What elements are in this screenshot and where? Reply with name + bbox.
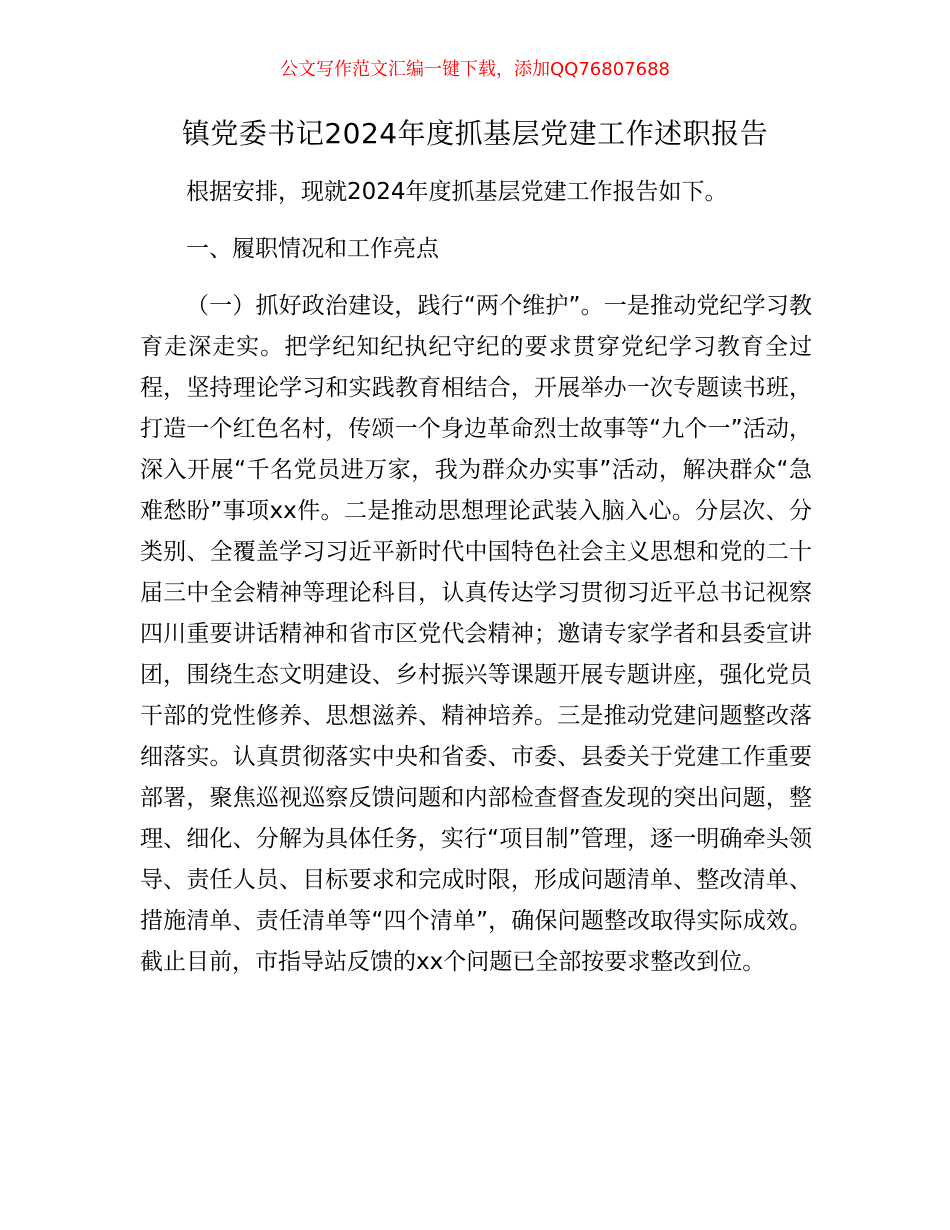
section-heading: 一、履职情况和工作亮点 [186,236,439,262]
download-notice: 公文写作范文汇编一键下载，添加QQ76807688 [280,59,670,80]
body-paragraph: （一）抓好政治建设，践行“两个维护”。一是推动党纪学习教育走深走实。把学纪知纪执纪守纪的要求贯穿党纪学习教育全过程，坚持理论学习和实践教育相结合，开展举办一次专题读书班，打造一个红色名村，传颂一个身边革命烈士故事等“九个一”活动，深入开展“千名党员进万家，我为群众办实事”活动，解决群众“急难愁盼”事项xx件。二是推动思想理论武装入脑入心。分层次、分类别、全覆盖学习习近平新时代中国特色社会主义思想和党的二十届三中全会精神等理论科目，认真传达学习贯彻习近平总书记视察四川重要讲话精神和省市区党代会精神；邀请专家学者和县委宣讲团，围绕生态文明建设、乡村振兴等课题开展专题讲座，强化党员干部的党性修养、思想滋养、精神培养。三是推动党建问题整改落细落实。认真贯彻落实中央和省委、市委、县委关于党建工作重要部署，聚焦巡视巡察反馈问题和内部检查督查发现的突出问题，整理、细化、分解为具体任务，实行“项目制”管理，逐一明确牵头领导、责任人员、目标要求和完成时限，形成问题清单、整改清单、措施清单、责任清单等“四个清单”，确保问题整改取得实际成效。截止目前，市指导站反馈的xx个问题已全部按要求整改到位。 [140,293,812,975]
document-body [140,172,812,999]
document-title: 镇党委书记2024年度抓基层党建工作述职报告 [181,117,769,150]
intro-paragraph: 根据安排，现就2024年度抓基层党建工作报告如下。 [186,179,728,205]
